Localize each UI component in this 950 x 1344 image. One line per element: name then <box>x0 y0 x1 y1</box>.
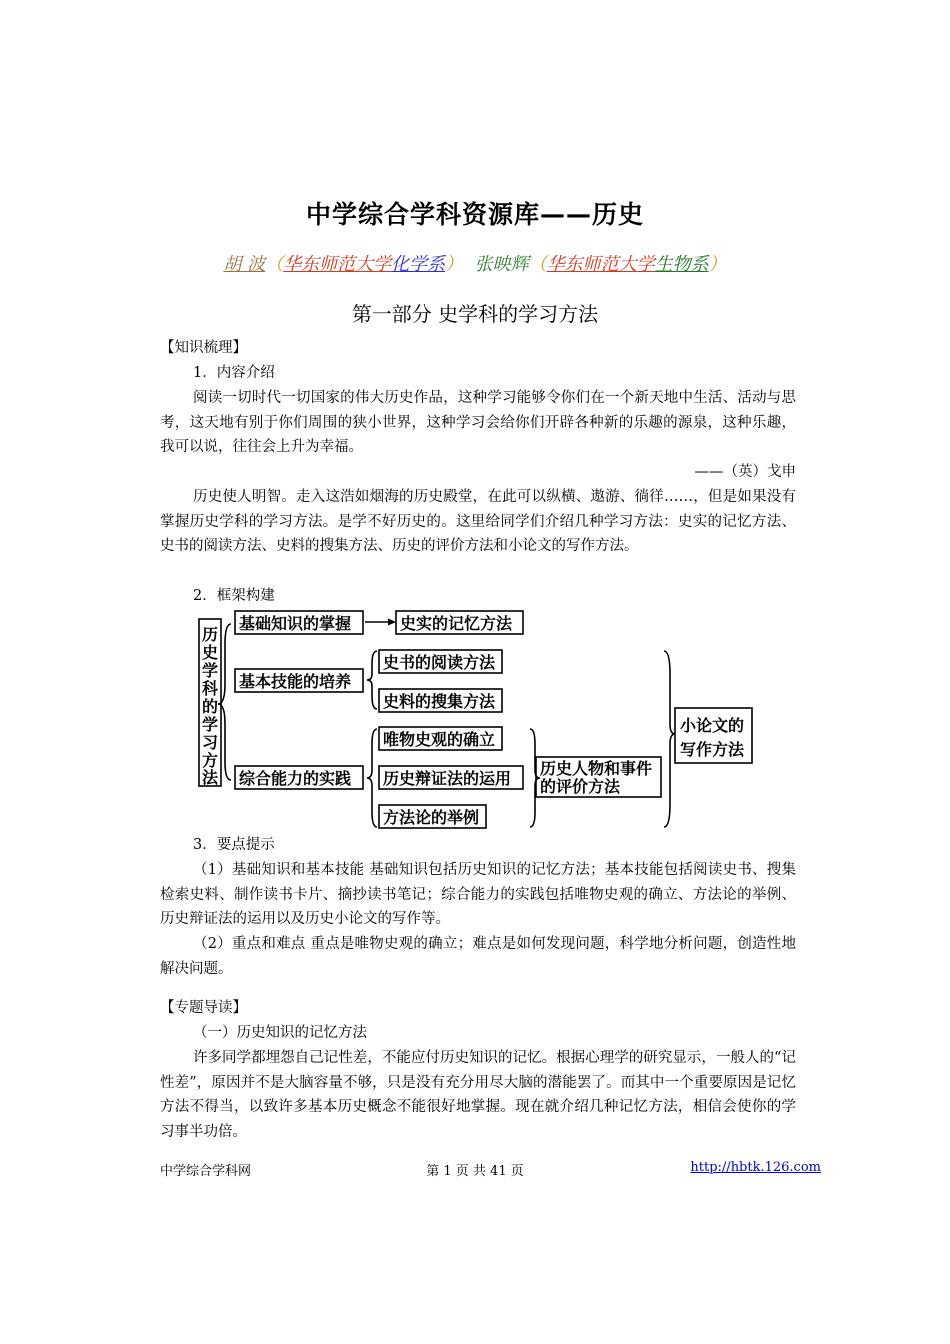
document-title: 中学综合学科资源库——历史 <box>305 200 644 229</box>
dialectic-label: 历史辩证法的运用 <box>383 769 512 788</box>
comprehensive-brace <box>367 729 377 827</box>
biology-dept-link[interactable]: 生物系 <box>654 254 709 275</box>
root-char: 方 <box>201 751 219 770</box>
comprehensive-label: 综合能力的实践 <box>239 769 352 788</box>
basic-knowledge-label: 基础知识的掌握 <box>239 614 352 633</box>
memory-intro-paragraph: 许多同学都埋怨自己记性差，不能应付历史知识的记忆。根据心理学的研究显示，一般人的“记性差”，原因并不是大脑容量不够，只是没有充分用尽大脑的潜能罢了。而其中一个重要原因是记忆方法不得当，以致许多基本历史概念不能很好地掌握。现在就介绍几种记忆方法，相信会使你的学习事半功倍。 <box>160 1050 796 1140</box>
quote-paragraph: 阅读一切时代一切国家的伟大历史作品，这种学习能够令你们在一个新天地中生活、活动与思考，这天地有别于你们周围的狭小世界，这种学习会给你们开辟各种新的乐趣的源泉，这种乐趣，我可以说，往往会上升为幸福。 <box>160 390 796 455</box>
methodology-label: 方法论的举例 <box>383 808 480 827</box>
root-char: 科 <box>201 679 219 698</box>
basic-skill-label: 基本技能的培养 <box>239 672 352 691</box>
intro-paragraph: 历史使人明智。走入这浩如烟海的历史殿堂，在此可以纵横、遨游、徜徉……，但是如果没有掌握历史学科的学习方法。是学不好历史的。这里给同学们介绍几种学习方法：史实的记忆方法、史书的阅读方法、史料的搜集方法、历史的评价方法和小论文的写作方法。 <box>160 489 796 554</box>
root-char: 的 <box>201 697 219 716</box>
root-char: 习 <box>201 733 219 752</box>
skill-brace <box>367 651 377 709</box>
evaluation-label-line1: 历史人物和事件 <box>540 759 653 778</box>
author-zhang-yinghui: 张映辉 <box>474 254 529 275</box>
evaluation-brace <box>530 729 540 827</box>
point-1-paragraph: （1）基础知识和基本技能 基础知识包括历史知识的记忆方法；基本技能包括阅读史书、搜集检索史料、制作读书卡片、摘抄读书笔记；综合能力的实践包括唯物史观的确立、方法论的举例、历史辩证法的运用以及历史小论文的写作等。 <box>160 862 796 927</box>
subheading-framework: 2．框架构建 <box>193 588 275 604</box>
framework-diagram <box>190 604 760 836</box>
collecting-label: 史料的搜集方法 <box>383 692 496 711</box>
university-link-2[interactable]: 华东师范大学 <box>546 254 655 275</box>
section-heading-guide: 【专题导读】 <box>160 1000 247 1016</box>
university-link-1[interactable]: 华东师范大学 <box>283 254 392 275</box>
subheading-memory-method: （一）历史知识的记忆方法 <box>193 1025 367 1041</box>
arrow-head <box>388 619 396 626</box>
root-char: 法 <box>201 768 219 787</box>
memory-label: 史实的记忆方法 <box>400 614 513 633</box>
paren-close: ） <box>708 254 727 275</box>
essay-brace <box>664 651 675 827</box>
paren-open: （ <box>528 254 547 275</box>
paren-close: ） <box>445 254 464 275</box>
quote-source: ——（英）戈申 <box>694 464 796 480</box>
point-2-paragraph: （2）重点和难点 重点是唯物史观的确立；难点是如何发现问题，科学地分析问题，创造性地解决问题。 <box>160 936 796 977</box>
reading-label: 史书的阅读方法 <box>383 653 496 672</box>
section-heading-knowledge: 【知识梳理】 <box>160 340 247 356</box>
root-char: 学 <box>201 661 219 680</box>
materialism-label: 唯物史观的确立 <box>383 730 496 749</box>
essay-label-line2: 写作方法 <box>680 740 745 759</box>
essay-label-line1: 小论文的 <box>680 716 745 735</box>
root-char: 历 <box>201 625 219 644</box>
evaluation-label-line2: 的评价方法 <box>540 777 621 796</box>
footer-site-name: 中学综合学科网 <box>160 1164 252 1179</box>
footer-page-number: 第 1 页 共 41 页 <box>426 1164 524 1179</box>
root-brace <box>218 624 231 780</box>
subheading-key-points: 3．要点提示 <box>193 837 275 853</box>
footer-website-link[interactable]: http://hbtk.126.com <box>690 1160 821 1175</box>
paren-open: （ <box>265 254 284 275</box>
root-char: 史 <box>201 643 219 662</box>
part-title: 第一部分 史学科的学习方法 <box>351 302 599 326</box>
subheading-content-intro: 1．内容介绍 <box>193 365 275 381</box>
chemistry-dept-link[interactable]: 化学系 <box>391 254 446 275</box>
author-line <box>0 250 950 276</box>
root-char: 学 <box>201 715 219 734</box>
author-hu-bo-link[interactable]: 胡 波 <box>223 254 266 275</box>
